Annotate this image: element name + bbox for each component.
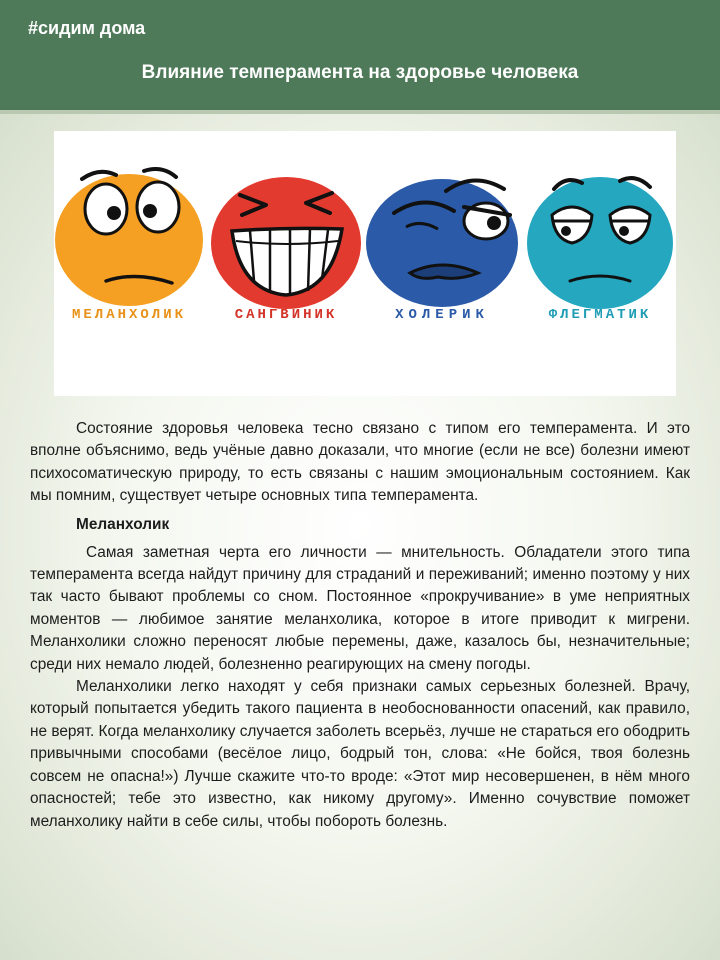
angry-face-icon (366, 179, 518, 307)
section-title: Меланхолик (76, 515, 170, 533)
page-title: Влияние темперамента на здоровье человека (141, 62, 579, 83)
hashtag-label: #сидим дома (28, 18, 146, 38)
article-body (30, 418, 690, 833)
intro-paragraph: Состояние здоровья человека тесно связано с типом его темперамента. И это вполне объяснимо, ведь учёные давно доказали, что многие (если не все) болезни имеют психосоматическую природу, то есть связаны с нашим эмоциональным состоянием. Как мы помним, существует четыре основных типа темперамента. (30, 420, 690, 505)
label-melancholic: МЕЛАНХОЛИК (71, 307, 187, 323)
melancholic-paragraph-1: Самая заметная черта его личности — мнительность. Обладатели этого типа темперамента всегда найдут причину для страданий и переживаний; именно поэтому у них так часто бывают проблемы со сном. Постоянное «прокручивание» в уме неприятных моментов — любимое занятие меланхолика, которое в итоге приводит к мигрени. Меланхолики сложно переносят любые перемены, даже, казалось бы, незначительные; среди них немало людей, болезненно реагирующих на смену погоды. (30, 543, 690, 673)
laughing-face-icon (211, 177, 361, 309)
temperaments-illustration (54, 131, 676, 396)
header-banner (0, 0, 720, 114)
worried-face-icon (55, 169, 203, 306)
label-phlegmatic: ФЛЕГМАТИК (548, 307, 652, 323)
sleepy-face-icon (527, 177, 673, 309)
melancholic-paragraph-2: Меланхолики легко находят у себя признаки самых серьезных болезней. Врачу, который попытается убедить такого пациента в необоснованности опасений, как правило, не верят. Когда меланхолику случается заболеть всерьёз, лучше не стараться его ободрить привычными способами (весёлое лицо, бодрый тон, слова: «Не бойся, твоя болезнь совсем не опасна!») Лучше скажите что-то вроде: «Этот мир несовершенен, в нём много опасностей; тебе это известно, как никому другому». Именно сочувствие поможет меланхолику найти в себе силы, чтобы побороть болезнь. (30, 678, 690, 830)
label-choleric: ХОЛЕРИК (395, 307, 489, 323)
label-sanguine: САНГВИНИК (234, 307, 338, 323)
